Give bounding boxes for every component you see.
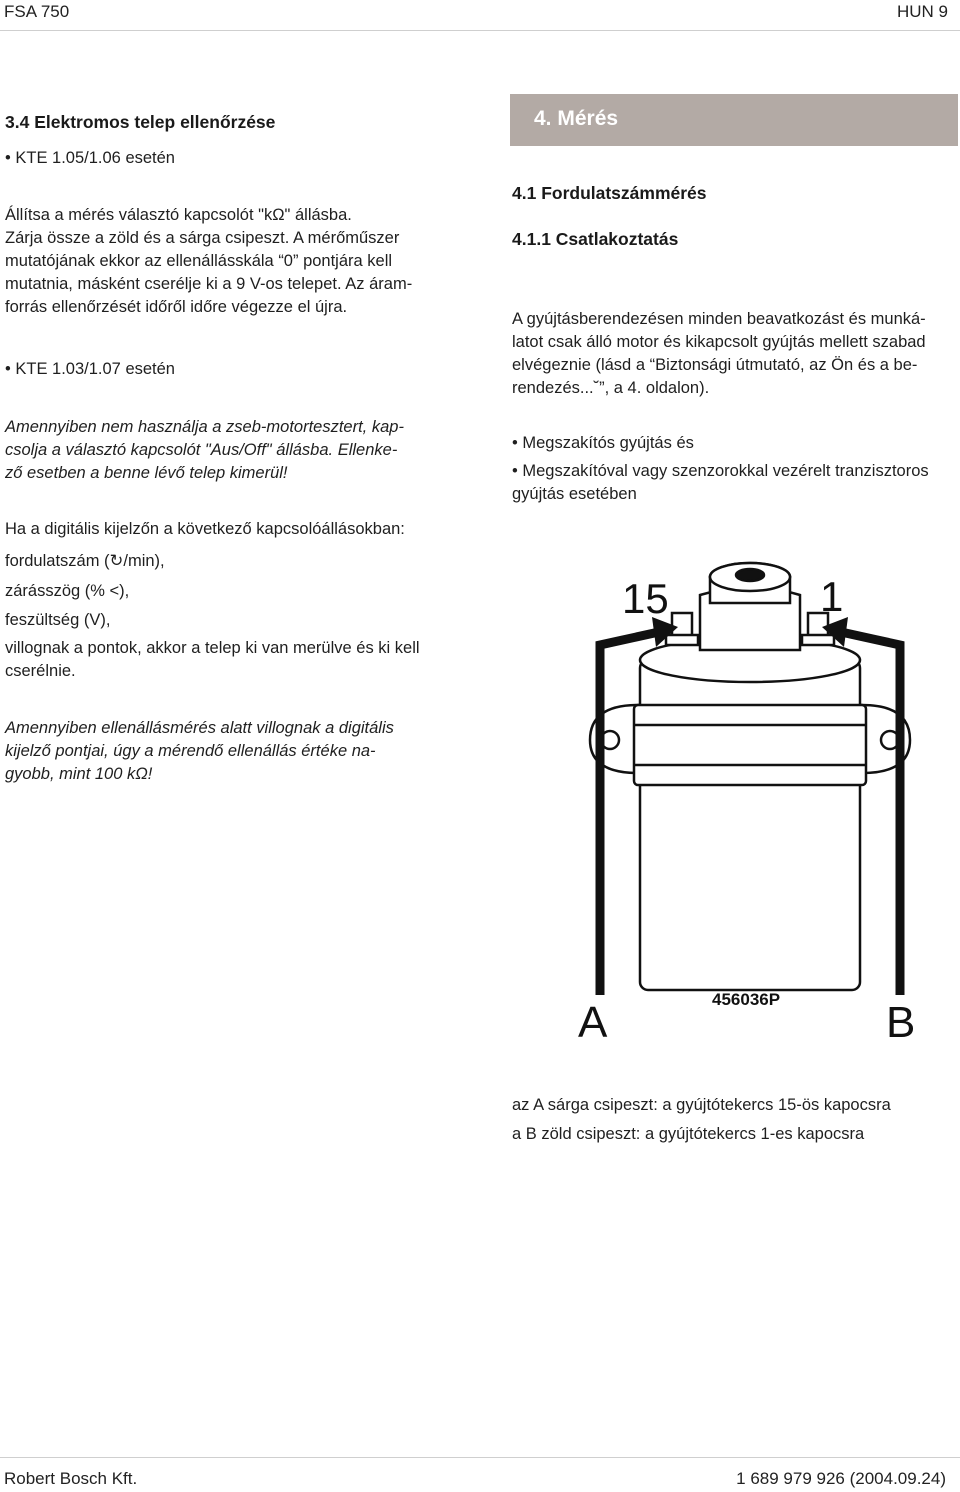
band-title: 4. Mérés	[534, 107, 619, 130]
item-voltage: feszültség (V),	[5, 611, 111, 629]
bullet-kte-105: • KTE 1.05/1.06 esetén	[5, 147, 175, 170]
heading-4-1: 4.1 Fordulatszámmérés	[512, 183, 707, 203]
heading-4-1-1: 4.1.1 Csatlakoztatás	[512, 229, 679, 249]
footer-left: Robert Bosch Kft.	[4, 1469, 138, 1488]
label-15: 15	[622, 575, 669, 622]
label-a: A	[578, 998, 608, 1047]
ignition-coil-figure	[560, 555, 940, 1050]
note-resistance: Amennyiben ellenállásmérés alatt villognak a digitális kijelző pontjai, úgy a mérendő ellenállás értéke na- gyobb, mint 100 kΩ!	[5, 719, 394, 783]
bullet-breaker: • Megszakítós gyújtás és	[512, 432, 694, 455]
clamp-band	[634, 705, 866, 785]
label-1: 1	[820, 573, 844, 620]
header-rule	[0, 30, 960, 31]
paragraph-safety: A gyújtásberendezésen minden beavatkozást és munká- latot csak álló motor és kikapcsolt gyújtás mellett szabad elvégeznie (lásd a “Biztonsági útmutató, az Ön és a be- rendezés...˘”, a 4. oldalon).	[512, 310, 926, 397]
note-battery: Amennyiben nem használja a zseb-motortesztert, kap- csolja a választó kapcsolót "Aus/Off" állásba. Ellenke- ző esetben a benne lévő telep kimerül!	[5, 418, 404, 482]
item-dwell: zárásszög (% <),	[5, 582, 130, 600]
caption-b: a B zöld csipeszt: a gyújtótekercs 1-es kapocsra	[512, 1125, 865, 1143]
section-band	[510, 94, 958, 146]
caption-a: az A sárga csipeszt: a gyújtótekercs 15-ös kapocsra	[512, 1096, 891, 1114]
paragraph-check: Állítsa a mérés választó kapcsolót "kΩ" állásba. Zárja össze a zöld és a sárga csipeszt. A mérőműszer mutatójának ekkor az ellenállásskála “0” pontjára kell mutatnia, másként cserélje ki a 9 V-os telepet. Az áram- forrás ellenőrzését időről időre végezze el újra.	[5, 206, 413, 316]
item-rpm: fordulatszám (↻/min),	[5, 552, 165, 570]
paragraph-display: Ha a digitális kijelzőn a következő kapcsolóállásokban:	[5, 520, 405, 538]
footer-rule	[0, 1457, 960, 1458]
paragraph-replace: villognak a pontok, akkor a telep ki van merülve és ki kell cserélnie.	[5, 639, 420, 680]
label-b: B	[886, 998, 916, 1047]
bullet-kte-103: • KTE 1.03/1.07 esetén	[5, 358, 175, 381]
section-title-3-4: 3.4 Elektromos telep ellenőrzése	[5, 112, 276, 132]
header-right: HUN 9	[896, 2, 948, 21]
footer-right: 1 689 979 926 (2004.09.24)	[736, 1469, 946, 1488]
bullet-transistor: • Megszakítóval vagy szenzorokkal vezérelt tranzisztoros gyújtás esetében	[512, 460, 929, 506]
header-left: FSA 750	[4, 2, 70, 21]
figure-code: 456036P	[712, 990, 781, 1009]
